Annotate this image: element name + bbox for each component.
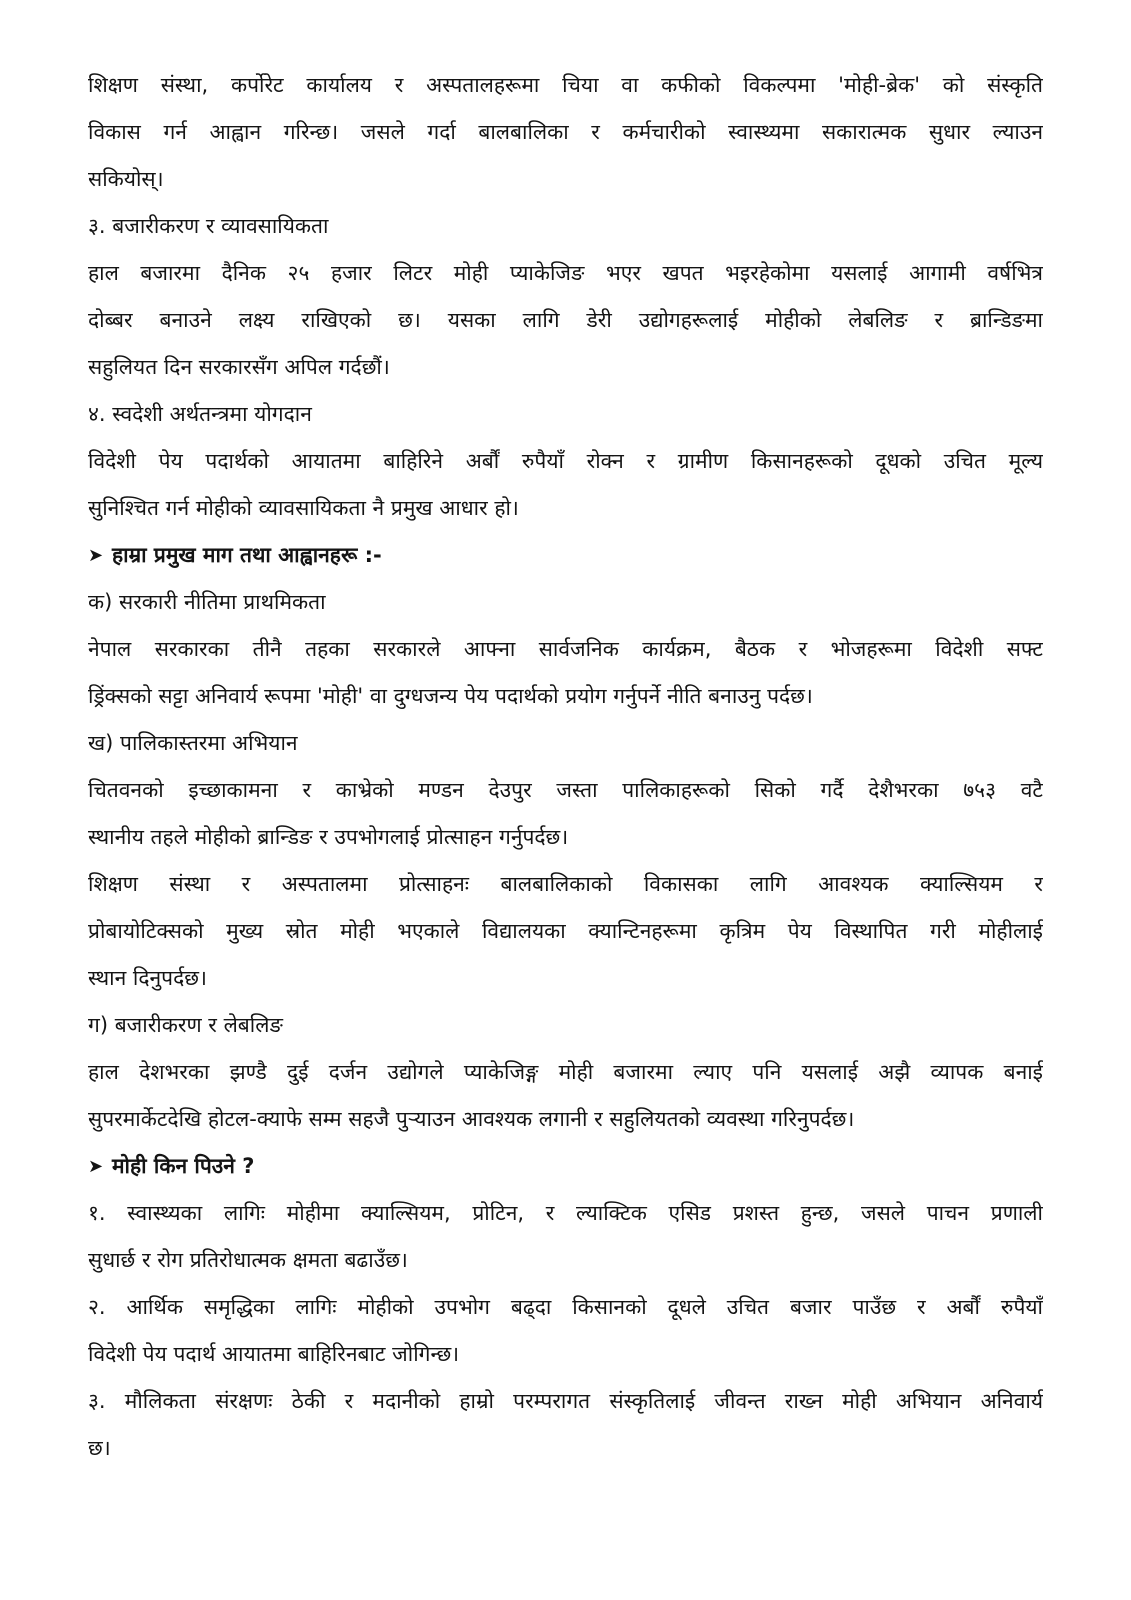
paragraph-line: सुधार्छ र रोग प्रतिरोधात्मक क्षमता बढाउँछ।: [88, 1248, 408, 1272]
paragraph-line: हाल बजारमा दैनिक २५ हजार लिटर मोही प्याकेजिङ भएर खपत भइरहेकोमा यसलाई आगामी वर्षभित्र: [88, 261, 1043, 285]
paragraph-line: सुपरमार्केटदेखि होटल-क्याफे सम्म सहजै पुऱ्याउन आवश्यक लगानी र सहुलियतको व्यवस्था गरिनुपर्दछ।: [88, 1107, 855, 1131]
arrow-bullet-icon: ➤: [88, 1156, 104, 1177]
paragraph-line: विकास गर्न आह्वान गरिन्छ। जसले गर्दा बालबालिका र कर्मचारीको स्वास्थ्यमा सकारात्मक सुधार ल्याउन: [88, 120, 1043, 144]
paragraph-line: ड्रिंक्सको सट्टा अनिवार्य रूपमा 'मोही' वा दुग्धजन्य पेय पदार्थको प्रयोग गर्नुपर्ने नीति बनाउनु पर्दछ।: [88, 684, 813, 708]
subheading: ख) पालिकास्तरमा अभियान: [88, 731, 298, 755]
paragraph-line: सहुलियत दिन सरकारसँग अपिल गर्दछौं।: [88, 355, 390, 379]
main-heading: [88, 532, 1043, 579]
paragraph-line: १. स्वास्थ्यका लागिः मोहीमा क्याल्सियम, प्रोटिन, र ल्याक्टिक एसिड प्रशस्त हुन्छ, जसले पाचन प्रणाली: [88, 1201, 1043, 1225]
paragraph-line: नेपाल सरकारका तीनै तहका सरकारले आफ्ना सार्वजनिक कार्यक्रम, बैठक र भोजहरूमा विदेशी सफ्ट: [88, 637, 1043, 661]
paragraph-line: ३. मौलिकता संरक्षणः ठेकी र मदानीको हाम्रो परम्परागत संस्कृतिलाई जीवन्त राख्न मोही अभियान अनिवार्य: [88, 1389, 1043, 1413]
paragraph-line: चितवनको इच्छाकामना र काभ्रेको मण्डन देउपुर जस्ता पालिकाहरूको सिको गर्दै देशैभरका ७५३ वटै: [88, 778, 1043, 802]
paragraph-line: विदेशी पेय पदार्थको आयातमा बाहिरिने अर्बौं रुपैयाँ रोक्न र ग्रामीण किसानहरूको दूधको उचित मूल्य: [88, 449, 1043, 473]
main-heading: [88, 1143, 1043, 1190]
paragraph-line: सुनिश्चित गर्न मोहीको व्यावसायिकता नै प्रमुख आधार हो।: [88, 496, 519, 520]
arrow-bullet-icon: ➤: [88, 545, 104, 566]
paragraph-line: छ।: [88, 1436, 111, 1460]
subheading: क) सरकारी नीतिमा प्राथमिकता: [88, 590, 326, 614]
paragraph-line: सकियोस्।: [88, 167, 164, 191]
paragraph-line: दोब्बर बनाउने लक्ष्य राखिएको छ। यसका लागि डेरी उद्योगहरूलाई मोहीको लेबलिङ र ब्रान्डिङमा: [88, 308, 1043, 332]
paragraph-line: स्थानीय तहले मोहीको ब्रान्डिङ र उपभोगलाई प्रोत्साहन गर्नुपर्दछ।: [88, 825, 569, 849]
paragraph-line: स्थान दिनुपर्दछ।: [88, 966, 207, 990]
heading-text: हाम्रा प्रमुख माग तथा आह्वानहरू :-: [112, 543, 382, 567]
heading-text: मोही किन पिउने ?: [112, 1154, 255, 1178]
document-page: [88, 62, 1043, 1472]
paragraph-line: शिक्षण संस्था, कर्पोरेट कार्यालय र अस्पतालहरूमा चिया वा कफीको विकल्पमा 'मोही-ब्रेक' को संस्कृति: [88, 73, 1043, 97]
paragraph-line: २. आर्थिक समृद्धिका लागिः मोहीको उपभोग बढ्दा किसानको दूधले उचित बजार पाउँछ र अर्बौं रुपैयाँ: [88, 1295, 1043, 1319]
paragraph-line: विदेशी पेय पदार्थ आयातमा बाहिरिनबाट जोगिन्छ।: [88, 1342, 460, 1366]
section-heading: ३. बजारीकरण र व्यावसायिकता: [88, 214, 329, 238]
paragraph-line: प्रोबायोटिक्सको मुख्य स्रोत मोही भएकाले विद्यालयका क्यान्टिनहरूमा कृत्रिम पेय विस्थापित गरी मोहीलाई: [88, 919, 1043, 943]
paragraph-line: शिक्षण संस्था र अस्पतालमा प्रोत्साहनः बालबालिकाको विकासका लागि आवश्यक क्याल्सियम र: [88, 872, 1043, 896]
section-heading: ४. स्वदेशी अर्थतन्त्रमा योगदान: [88, 402, 312, 426]
paragraph-line: हाल देशभरका झण्डै दुई दर्जन उद्योगले प्याकेजिङ्ग मोही बजारमा ल्याए पनि यसलाई अझै व्यापक बनाई: [88, 1060, 1043, 1084]
subheading: ग) बजारीकरण र लेबलिङ: [88, 1013, 283, 1037]
